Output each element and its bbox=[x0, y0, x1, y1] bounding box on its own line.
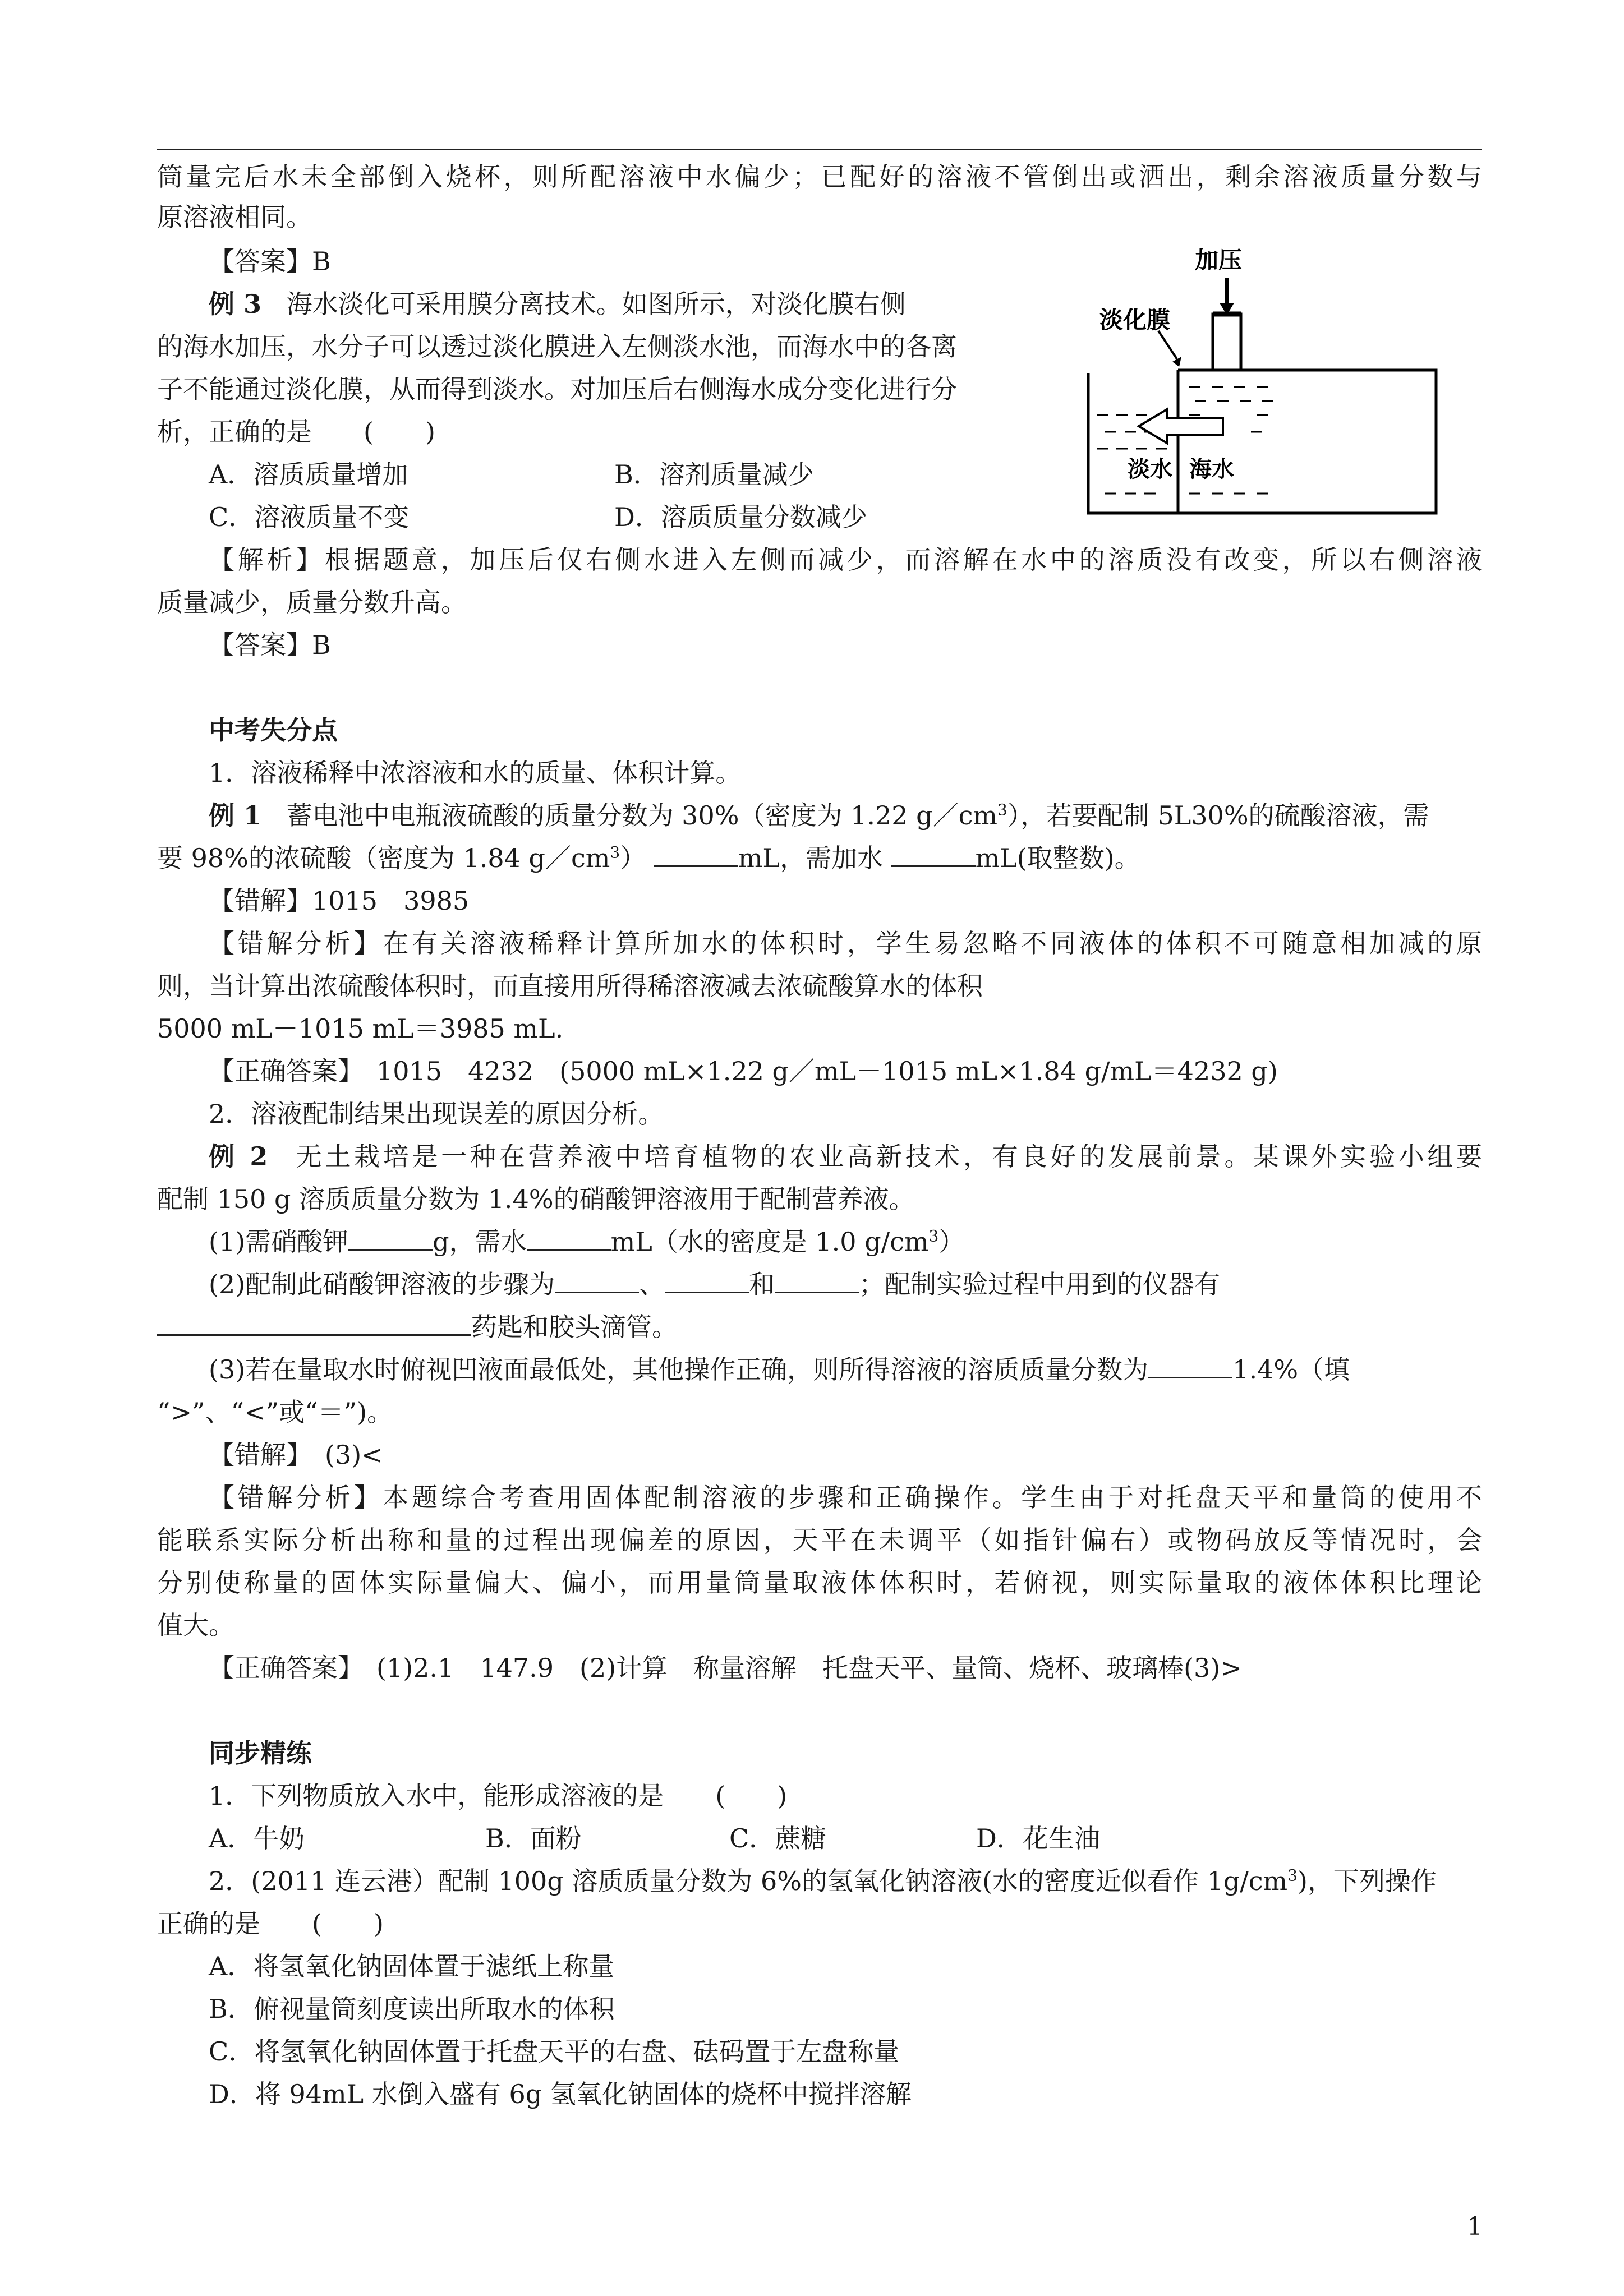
option-d: D．将 94mL 水倒入盛有 6g 氢氧化钠固体的烧杯中搅拌溶解 bbox=[209, 2079, 912, 2109]
text-span: )，下列操作 bbox=[1297, 1866, 1437, 1896]
answer-blank bbox=[891, 843, 976, 867]
text-line: 则，当计算出浓硫酸体积时，而直接用所得稀溶液减去浓硫酸算水的体积 bbox=[157, 971, 983, 1001]
wrong-analysis-line: 【错解分析】本题综合考查用固体配制溶液的步骤和正确操作。学生由于对托盘天平和量筒的使用不 bbox=[209, 1482, 1482, 1513]
superscript: 3 bbox=[1287, 1866, 1298, 1885]
text-line: 能联系实际分析出称和量的过程出现偏差的原因，天平在未调平（如指针偏右）或物码放反等情况时，会 bbox=[157, 1525, 1482, 1555]
answer-blank bbox=[775, 1269, 859, 1293]
text-span: 无土栽培是一种在营养液中培育植物的农业高新技术，有良好的发展前景。某课外实验小组要 bbox=[296, 1141, 1482, 1172]
example-3-line bbox=[209, 287, 1050, 321]
text-line: 的海水加压，水分子可以透过淡化膜进入左侧淡水池，而海水中的各离 bbox=[157, 331, 957, 362]
answer-blank bbox=[348, 1227, 433, 1251]
pressure-label: 加压 bbox=[1195, 247, 1243, 274]
superscript: 3 bbox=[928, 1227, 939, 1246]
text-span: 、 bbox=[639, 1269, 665, 1299]
wrong-analysis-line: 【错解分析】在有关溶液稀释计算所加水的体积时，学生易忽略不同液体的体积不可随意相加减的原 bbox=[209, 928, 1482, 958]
option-c: C．蔗糖 bbox=[729, 1823, 827, 1854]
option-c: C．溶液质量不变 bbox=[209, 502, 410, 532]
option-c: C．将氢氧化钠固体置于托盘天平的右盘、砝码置于左盘称量 bbox=[209, 2036, 900, 2067]
text-line: 5000 mL－1015 mL＝3985 mL. bbox=[157, 1013, 564, 1044]
text-span: 药匙和胶头滴管。 bbox=[471, 1312, 678, 1342]
text-span: (1)需硝酸钾 bbox=[209, 1227, 349, 1257]
membrane-pointer bbox=[1158, 331, 1177, 359]
answer-blank bbox=[555, 1269, 639, 1293]
text-span: g，需水 bbox=[433, 1227, 527, 1257]
header-rule bbox=[157, 149, 1482, 150]
question-line bbox=[209, 1864, 1482, 1898]
text-line: 质量减少，质量分数升高。 bbox=[157, 587, 467, 617]
option-d: D．花生油 bbox=[976, 1823, 1100, 1854]
example-label: 例 3 bbox=[209, 289, 262, 319]
text-span: 要 98%的浓硫酸（密度为 1.84 g／cm bbox=[157, 843, 610, 873]
wrong-answer-line: 【错解】 (3)< bbox=[209, 1440, 383, 1470]
answer-blank bbox=[1148, 1354, 1232, 1378]
tank-outline bbox=[1088, 370, 1436, 513]
answer-blank bbox=[665, 1269, 749, 1293]
wrong-answer-line: 【错解】1015 3985 bbox=[209, 886, 470, 916]
answer-blank bbox=[157, 1312, 471, 1336]
text-line: 分别使称量的固体实际量偏大、偏小，而用量筒量取液体体积时，若俯视，则实际量取的液体体积比理论 bbox=[157, 1567, 1482, 1598]
text-span: mL（水的密度是 1.0 g/cm bbox=[610, 1227, 929, 1257]
text-span: ），若要配制 5L30%的硫酸溶液，需 bbox=[1007, 800, 1429, 831]
text-span: ；配制实验过程中用到的仪器有 bbox=[859, 1269, 1221, 1299]
superscript: 3 bbox=[997, 800, 1007, 819]
superscript: 3 bbox=[610, 843, 620, 862]
text-span: 2．(2011 连云港）配制 100g 溶质质量分数为 6%的氢氧化钠溶液(水的密度近似看作 1g/cm bbox=[209, 1866, 1288, 1896]
section-heading: 同步精练 bbox=[209, 1738, 312, 1768]
text-line: 筒量完后水未全部倒入烧杯，则所配溶液中水偏少；已配好的溶液不管倒出或洒出，剩余溶液质量分数与 bbox=[157, 162, 1482, 192]
piston-tube bbox=[1213, 314, 1241, 370]
example-1-line bbox=[209, 799, 1482, 832]
text-span: ） bbox=[620, 843, 646, 873]
example-text: 海水淡化可采用膜分离技术。如图所示，对淡化膜右侧 bbox=[286, 289, 906, 319]
text-span: 蓄电池中电瓶液硫酸的质量分数为 30%（密度为 1.22 g／cm bbox=[286, 800, 998, 831]
text-line: 1．溶液稀释中浓溶液和水的质量、体积计算。 bbox=[209, 758, 742, 788]
text-line: 配制 150 g 溶质质量分数为 1.4%的硝酸钾溶液用于配制营养液。 bbox=[157, 1184, 915, 1214]
answer-blank bbox=[527, 1227, 611, 1251]
answer-blank bbox=[654, 843, 738, 867]
question-1-line bbox=[209, 1225, 1482, 1258]
option-b: B．面粉 bbox=[485, 1823, 582, 1854]
text-line bbox=[157, 841, 1482, 875]
section-heading: 中考失分点 bbox=[209, 715, 338, 745]
text-line: 析，正确的是 ( ) bbox=[157, 417, 435, 447]
text-span: ） bbox=[938, 1227, 965, 1257]
text-span: 1.4%（填 bbox=[1232, 1354, 1350, 1385]
text-line: “>”、“<”或“＝”)。 bbox=[157, 1397, 393, 1427]
text-span: 和 bbox=[749, 1269, 775, 1299]
question-line: 1．下列物质放入水中，能形成溶液的是 ( ) bbox=[209, 1781, 788, 1811]
text-line: 子不能通过淡化膜，从而得到淡水。对加压后右侧海水成分变化进行分 bbox=[157, 374, 957, 404]
membrane-label: 淡化膜 bbox=[1099, 306, 1171, 334]
answer-line: 【答案】B bbox=[209, 246, 331, 276]
flow-arrow bbox=[1139, 409, 1223, 443]
analysis-line: 【解析】根据题意，加压后仅右侧水进入左侧而减少，而溶解在水中的溶质没有改变，所以右侧溶液 bbox=[209, 545, 1482, 575]
text-span: (3)若在量取水时俯视凹液面最低处，其他操作正确，则所得溶液的溶质质量分数为 bbox=[209, 1354, 1149, 1385]
text-line: 2．溶液配制结果出现误差的原因分析。 bbox=[209, 1099, 664, 1129]
option-b: B．俯视量筒刻度读出所取水的体积 bbox=[209, 1994, 615, 2024]
text-span: mL(取整数)。 bbox=[975, 843, 1140, 873]
option-a: A．溶质质量增加 bbox=[209, 459, 408, 490]
text-line bbox=[157, 1310, 1482, 1344]
text-line: 原溶液相同。 bbox=[157, 202, 312, 232]
example-label: 例 1 bbox=[209, 800, 262, 831]
sea-water-label: 海水 bbox=[1189, 457, 1234, 482]
diagram-svg bbox=[1083, 247, 1487, 527]
question-3-line bbox=[209, 1353, 1482, 1386]
correct-answer-line: 【正确答案】 (1)2.1 147.9 (2)计算 称量溶解 托盘天平、量筒、烧杯、玻璃棒(3)> bbox=[209, 1653, 1242, 1683]
fresh-water-label: 淡水 bbox=[1128, 457, 1172, 482]
text-span: mL，需加水 bbox=[738, 843, 883, 873]
text-line: 正确的是 ( ) bbox=[157, 1908, 384, 1939]
text-span: (2)配制此硝酸钾溶液的步骤为 bbox=[209, 1269, 555, 1299]
desalination-diagram bbox=[1083, 247, 1487, 527]
example-2-line bbox=[209, 1140, 1482, 1173]
question-2-line bbox=[209, 1267, 1482, 1301]
text-line: 值大。 bbox=[157, 1610, 234, 1640]
option-b: B．溶剂质量减少 bbox=[614, 459, 814, 490]
option-a: A．将氢氧化钠固体置于滤纸上称量 bbox=[209, 1951, 615, 1981]
page-number: 1 bbox=[1467, 2212, 1483, 2241]
example-label: 例 2 bbox=[209, 1141, 268, 1172]
option-d: D．溶质质量分数减少 bbox=[614, 502, 867, 532]
option-a: A．牛奶 bbox=[209, 1823, 305, 1854]
correct-answer-line: 【正确答案】 1015 4232 (5000 mL×1.22 g／mL－1015 mL×1.84 g/mL＝4232 g) bbox=[209, 1056, 1278, 1086]
answer-line: 【答案】B bbox=[209, 630, 331, 660]
